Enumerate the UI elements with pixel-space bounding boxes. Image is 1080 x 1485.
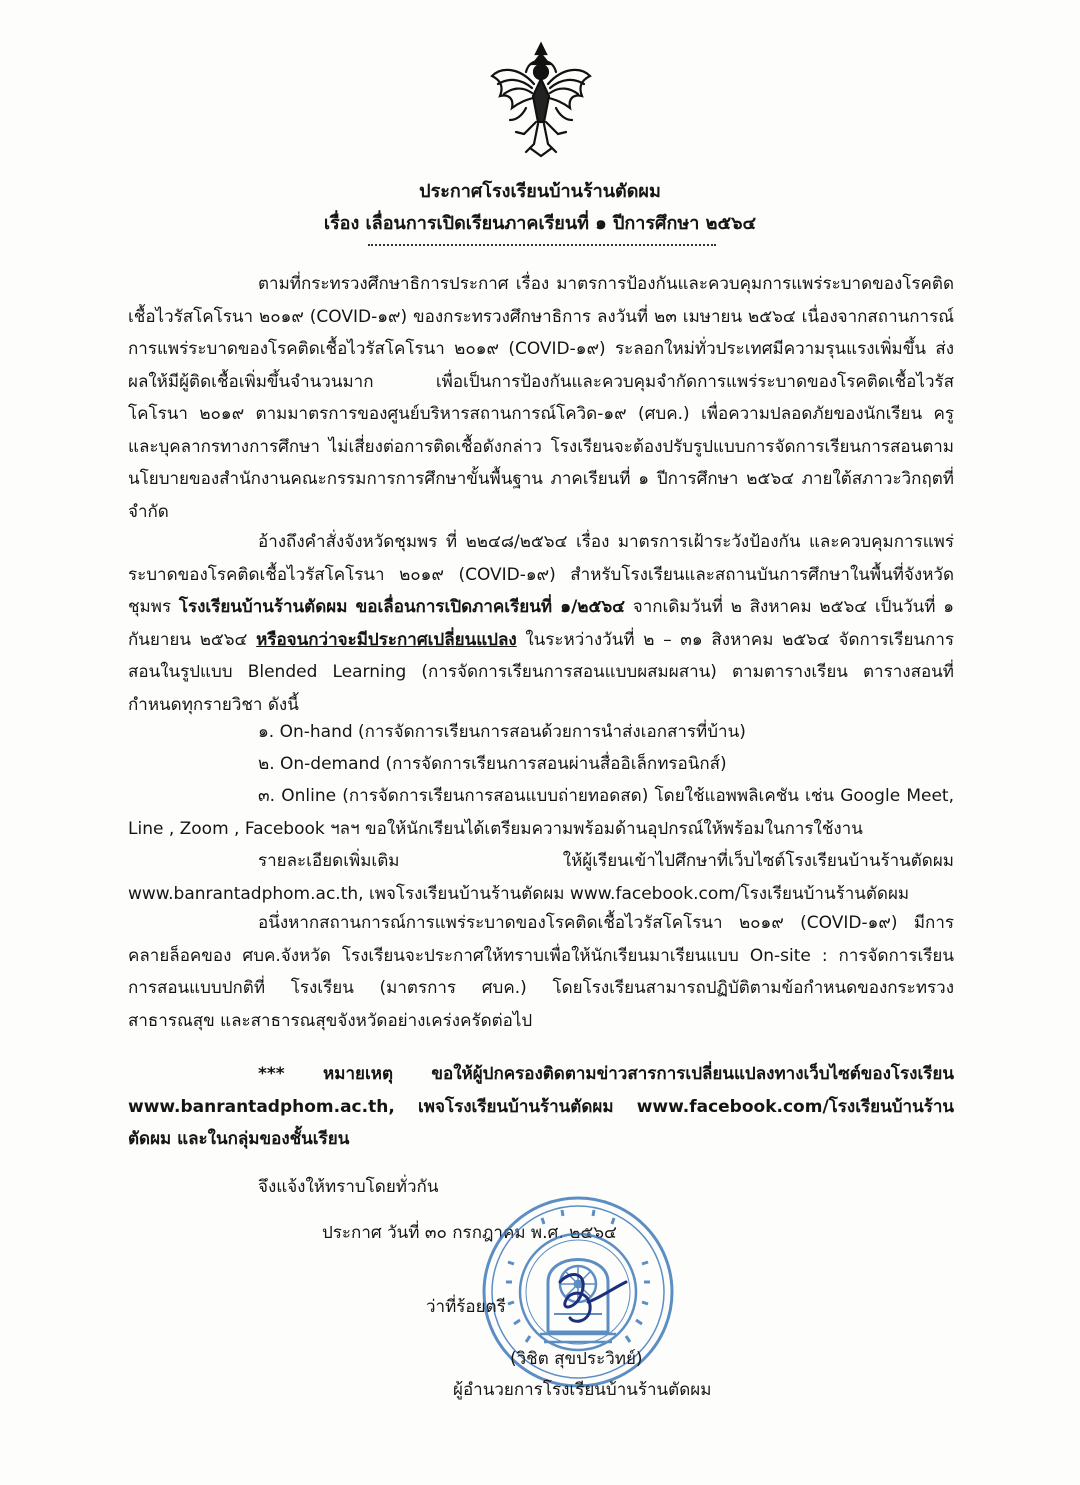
garuda-emblem-icon: [486, 38, 596, 160]
paragraph-more-info: รายละเอียดเพิ่มเติม ให้ผู้เรียนเข้าไปศึกษาที่เว็บไซต์โรงเรียนบ้านร้านตัดผม www.banrantadphom.ac.th, เพจโรงเรียนบ้านร้านตัดผม www.facebook.com/โรงเรียนบ้านร้านตัดผม: [128, 851, 954, 904]
signer-position: ผู้อำนวยการโรงเรียนบ้านร้านตัดผม: [453, 1380, 712, 1400]
paragraph-text: จากเดิมวันที่ ๒ สิงหาคม ๒๕๖๔ เป็นวันที่ ๑ กันยายน ๒๕๖๔: [128, 597, 954, 650]
paragraph-text: ในระหว่างวันที่ ๒ – ๓๑ สิงหาคม ๒๕๖๔ จัดการเรียนการสอนในรูปแบบ Blended Learning (การจัดการเรียนการสอนแบบผสมผสาน) ตามตารางเรียน ตารางสอนที่กำหนดทุกรายวิชา ดังนี้: [128, 629, 954, 715]
announcement-subject: เรื่อง เลื่อนการเปิดเรียนภาคเรียนที่ ๑ ปีการศึกษา ๒๕๖๔: [323, 213, 757, 234]
paragraph-background: ตามที่กระทรวงศึกษาธิการประกาศ เรื่อง มาตรการป้องกันและควบคุมการแพร่ระบาดของโรคติดเชื้อไวรัสโคโรนา ๒๐๑๙ (COVID-๑๙) ของกระทรวงศึกษาธิการ ลงวันที่ ๒๓ เมษายน ๒๕๖๔ เนื่องจากสถานการณ์การแพร่ระบาดของโรคติดเชื้อไวรัสโคโรนา ๒๐๑๙ (COVID-๑๙) ระลอกใหม่ทั่วประเทศมีความรุนแรงเพิ่มขึ้น ส่งผลให้มีผู้ติดเชื้อเพิ่มขึ้นจำนวนมาก เพื่อเป็นการป้องกันและควบคุมจำกัดการแพร่ระบาดของโรคติดเชื้อไวรัสโคโรนา ๒๐๑๙ ตามมาตรการของศูนย์บริหารสถานการณ์โควิด-๑๙ (ศบค.) เพื่อความปลอดภัยของนักเรียน ครู และบุคลากรทางการศึกษา ไม่เสี่ยงต่อการติดเชื้อดังกล่าว โรงเรียนจะต้องปรับรูปแบบการจัดการเรียนการสอนตามนโยบายของสำนักงานคณะกรรมการการศึกษาขั้นพื้นฐาน ภาคเรียนที่ ๑ ปีการศึกษา ๒๕๖๔ ภายใต้สภาวะวิกฤตที่จำกัด: [128, 274, 954, 522]
list-item-online: ๓. Online (การจัดการเรียนการสอนแบบถ่ายทอดสด) โดยใช้แอพพลิเคชัน เช่น Google Meet, Line , Zoom , Facebook ฯลฯ ขอให้นักเรียนได้เตรียมความพร้อมด้านอุปกรณ์ให้พร้อมในการใช้งาน: [128, 786, 954, 839]
signer-name: (วิชิต สุขประวิทย์): [510, 1349, 643, 1369]
note-paragraph: *** หมายเหตุ ขอให้ผู้ปกครองติดตามข่าวสารการเปลี่ยนแปลงทางเว็บไซต์ของโรงเรียน www.banrantadphom.ac.th, เพจโรงเรียนบ้านร้านตัดผม www.facebook.com/โรงเรียนบ้านร้านตัดผม และในกลุ่มของชั้นเรียน: [128, 1064, 954, 1149]
list-item-on-demand: ๒. On-demand (การจัดการเรียนการสอนผ่านสื่ออิเล็กทรอนิกส์): [258, 754, 727, 774]
announcement-date: ประกาศ วันที่ ๓๐ กรกฎาคม พ.ศ. ๒๕๖๔: [322, 1223, 617, 1243]
closing-text: จึงแจ้งให้ทราบโดยทั่วกัน: [258, 1177, 439, 1197]
until-further-notice: หรือจนกว่าจะมีประกาศเปลี่ยนแปลง: [256, 629, 517, 650]
signature-icon: [530, 1262, 650, 1332]
signer-rank: ว่าที่ร้อยตรี: [426, 1297, 506, 1317]
paragraph-reference-order: [128, 526, 954, 721]
postpone-statement: โรงเรียนบ้านร้านตัดผม ขอเลื่อนการเปิดภาคเรียนที่ ๑/๒๕๖๔: [178, 597, 626, 617]
list-item-on-hand: ๑. On-hand (การจัดการเรียนการสอนด้วยการนำส่งเอกสารที่บ้าน): [258, 722, 746, 742]
announcement-title: ประกาศโรงเรียนบ้านร้านตัดผม: [419, 181, 661, 202]
dotted-divider: [368, 244, 716, 246]
paragraph-onsite: อนึ่งหากสถานการณ์การแพร่ระบาดของโรคติดเชื้อไวรัสโคโรนา ๒๐๑๙ (COVID-๑๙) มีการคลายล็อคของ ศบค.จังหวัด โรงเรียนจะประกาศให้ทราบเพื่อให้นักเรียนมาเรียนแบบ On-site : การจัดการเรียนการสอนแบบปกติที่ โรงเรียน (มาตรการ ศบค.) โดยโรงเรียนสามารถปฏิบัติตามข้อกำหนดของกระทรวงสาธารณสุข และสาธารณสุขจังหวัดอย่างเคร่งครัดต่อไป: [128, 913, 954, 1031]
paragraph-text: อ้างถึงคำสั่งจังหวัดชุมพร ที่ ๒๒๔๘/๒๕๖๔ เรื่อง มาตรการเฝ้าระวังป้องกัน และควบคุมการแพร่ระบาดของโรคติดเชื้อไวรัสโคโรนา ๒๐๑๙ (COVID-๑๙) สำหรับโรงเรียนและสถานบันการศึกษาในพื้นที่จังหวัดชุมพร: [128, 532, 954, 617]
